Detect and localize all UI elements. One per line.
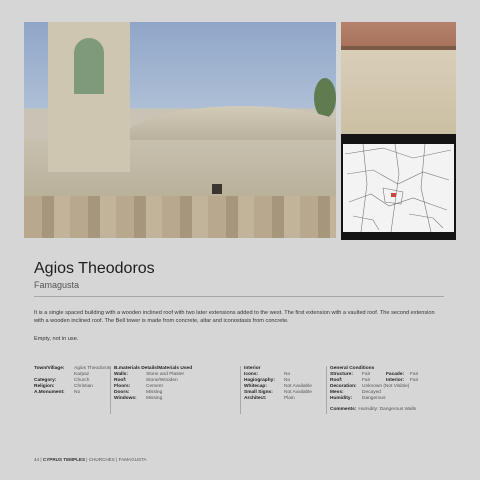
tree-shape [314, 78, 336, 118]
info-value: Missing [146, 389, 163, 395]
info-label: Windows: [114, 395, 137, 401]
info-label: Doors: [114, 389, 130, 395]
info-value: Dangerous [362, 395, 386, 401]
map-paper [343, 144, 454, 232]
info-value: Not Available [284, 389, 312, 395]
bell-opening-shape [74, 38, 104, 94]
info-value: Fair [362, 377, 371, 383]
info-label: Architect: [244, 395, 267, 401]
info-label: Hagiography: [244, 377, 275, 383]
info-value: Christian [74, 383, 93, 389]
info-row [34, 390, 110, 396]
interior-heading: Interior [244, 366, 261, 371]
column-separator [110, 366, 111, 414]
map-photo [341, 134, 456, 240]
info-row [114, 396, 192, 402]
conditions-heading: General Conditions [330, 366, 375, 371]
divider [34, 296, 444, 297]
materials-heading: B.materials Details/Materials Used [114, 366, 193, 371]
info-label: Interior: [386, 377, 405, 383]
info-value: Plain [284, 395, 295, 401]
info-label: A.Monument: [34, 389, 65, 395]
page-subtitle: Famagusta [34, 280, 80, 290]
info-value: Cement [146, 383, 163, 389]
info-label: Decoration: [330, 383, 357, 389]
footer-sep: | [40, 457, 43, 462]
info-label: Walls: [114, 371, 128, 377]
info-value: Stone and Plaster [146, 371, 185, 377]
info-value: Stone/Wooden [146, 377, 178, 383]
roofline-shape [341, 46, 456, 50]
info-label: Icons: [244, 371, 259, 377]
footer-region: FAMAGUSTA [118, 457, 147, 462]
conditions-column [330, 366, 418, 413]
column-separator [240, 366, 241, 414]
footer-sep: | [116, 457, 119, 462]
page-footer [34, 457, 147, 462]
info-value: Unknown (Not Visible) [362, 383, 410, 389]
info-label: Structure: [330, 371, 353, 377]
window-shape [212, 184, 222, 194]
info-value: Missing [146, 395, 163, 401]
interior-column [244, 366, 312, 401]
info-value: No [284, 371, 291, 377]
main-photo [24, 22, 336, 238]
info-label: Category: [34, 377, 57, 383]
info-value: No [74, 389, 81, 395]
column-separator [326, 366, 327, 414]
info-label: Humidity: [330, 395, 353, 401]
rubble-shape [24, 196, 336, 238]
info-value: Church [74, 377, 90, 383]
materials-column [114, 366, 192, 401]
info-value: Fair [362, 371, 371, 377]
info-label: Facade: [386, 371, 405, 377]
footer-sep: | [86, 457, 89, 462]
page-title: Agios Theodoros [34, 260, 155, 277]
info-row [330, 396, 418, 402]
bell-tower-shape [48, 22, 130, 172]
detail-photo [341, 22, 456, 134]
info-value: Karpaz [74, 371, 90, 377]
info-row [244, 396, 312, 402]
info-value: Fair [410, 377, 419, 383]
location-column [34, 366, 110, 396]
comments-value: Humidity: Dangerous Walls [358, 407, 417, 413]
comments-label: Comments: [330, 407, 357, 413]
info-value: Decayed [362, 389, 381, 395]
info-label: Roof: [114, 377, 127, 383]
info-value: Fair [410, 371, 419, 377]
info-value: Not Available [284, 383, 312, 389]
info-value: No [284, 377, 291, 383]
info-label: Religion: [34, 383, 55, 389]
footer-category: CHURCHES [88, 457, 115, 462]
info-value: Agios Theodoros [74, 366, 111, 371]
page-number: 44 [34, 457, 40, 462]
info-label: Small Signs: [244, 389, 273, 395]
map-lines-icon [343, 144, 454, 232]
description-text: It is a single spaced building with a wooden inclined roof with two later extensions added to the west. The first extension with a vaulted roof. The second extension with a wooden inclined roof. The Bell tower is made from concrete, altar and iconostasis from concrete. [34, 310, 435, 324]
info-label: Town/Village: [34, 366, 65, 371]
info-label: Whitecap: [244, 383, 267, 389]
info-label: Roof: [330, 377, 343, 383]
info-label: Floors: [114, 383, 131, 389]
footer-brand: CYPRUS TEMPLES [42, 457, 86, 462]
comments-row [330, 407, 418, 413]
status-note: Empty, not in use. [34, 336, 79, 342]
info-label: Mess: [330, 389, 344, 395]
